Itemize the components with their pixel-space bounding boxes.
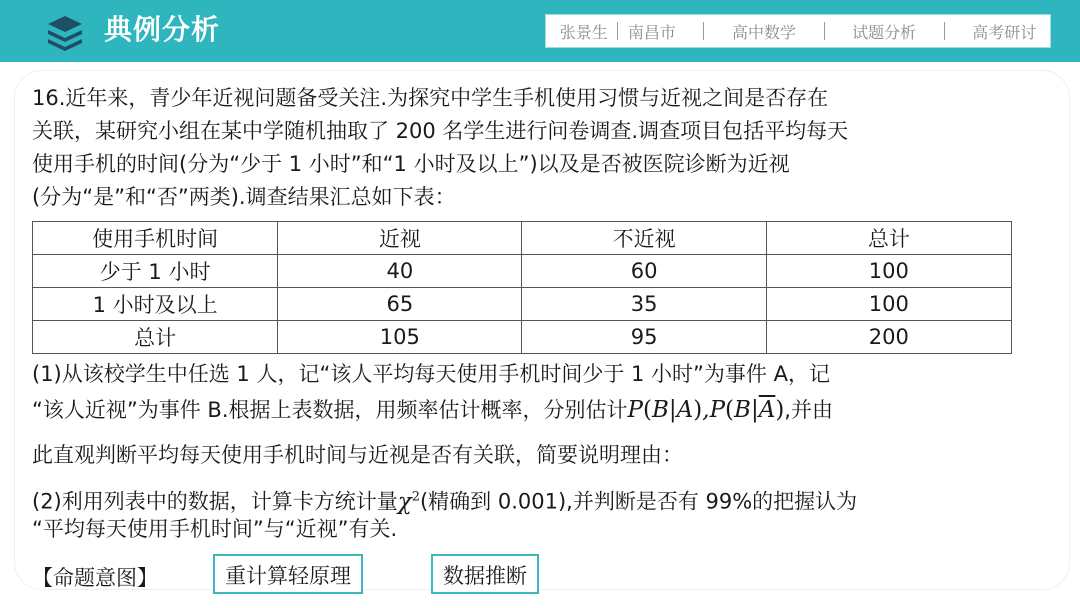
chi-exponent: 2 bbox=[411, 489, 420, 504]
table-cell: 总计 bbox=[33, 321, 278, 354]
table-header-cell: 不近视 bbox=[522, 222, 766, 255]
table-cell: 100 bbox=[766, 288, 1011, 321]
intent-label: 【命题意图】 bbox=[32, 566, 158, 590]
table-cell: 105 bbox=[278, 321, 522, 354]
nav-divider bbox=[617, 22, 618, 40]
header-bar bbox=[0, 0, 1080, 62]
table-row bbox=[33, 255, 1012, 288]
math-b: B bbox=[734, 397, 751, 423]
table-cell: 40 bbox=[278, 255, 522, 288]
table-cell: 65 bbox=[278, 288, 522, 321]
nav-city[interactable]: 南昌市 bbox=[627, 22, 676, 42]
math-b: B bbox=[651, 397, 669, 423]
math-paren: ) bbox=[693, 397, 703, 423]
intent-tag-inference[interactable]: 数据推断 bbox=[431, 554, 539, 594]
part1-line-2 bbox=[32, 394, 1042, 427]
table-header-row bbox=[33, 222, 1012, 255]
table-cell: 1 小时及以上 bbox=[33, 288, 278, 321]
math-a-complement: $\overline{A}$ bbox=[758, 397, 776, 423]
math-paren: ( bbox=[725, 397, 735, 423]
problem-line-4: (分为“是”和“否”两类).调查结果汇总如下表： bbox=[32, 185, 456, 209]
math-paren: ( bbox=[643, 397, 652, 423]
part1-line-3: 此直观判断平均每天使用手机时间与近视是否有关联，简要说明理由： bbox=[32, 443, 683, 467]
table-cell: 95 bbox=[522, 321, 766, 354]
part2-line-1-tail: (精确到 0.001),并判断是否有 99%的把握认为 bbox=[419, 489, 858, 514]
table-row bbox=[33, 288, 1012, 321]
nav-research[interactable]: 高考研讨 bbox=[972, 22, 1037, 42]
nav-divider bbox=[703, 22, 704, 40]
chi-square-symbol bbox=[398, 489, 420, 515]
top-nav bbox=[545, 14, 1051, 48]
math-p: P bbox=[627, 397, 643, 423]
math-bar: | bbox=[668, 397, 677, 423]
probability-expression-2 bbox=[710, 397, 785, 423]
intent-tag-calculation[interactable]: 重计算轻原理 bbox=[213, 554, 363, 594]
page-title: 典例分析 bbox=[104, 13, 221, 46]
table-cell: 60 bbox=[522, 255, 766, 288]
table-header-cell: 总计 bbox=[766, 222, 1011, 255]
problem-line-3: 使用手机的时间(分为“少于 1 小时”和“1 小时及以上”)以及是否被医院诊断为近视 bbox=[32, 152, 790, 176]
math-a: A bbox=[676, 397, 694, 423]
math-comma: , bbox=[702, 397, 710, 423]
survey-table bbox=[32, 221, 1012, 354]
chi-letter: χ bbox=[397, 488, 412, 515]
part2-line-2: “平均每天使用手机时间”与“近视”有关. bbox=[32, 517, 398, 541]
table-cell: 200 bbox=[766, 321, 1011, 354]
table-header-cell: 近视 bbox=[278, 222, 522, 255]
nav-divider bbox=[944, 22, 945, 40]
probability-expression-1 bbox=[628, 397, 703, 423]
nav-divider bbox=[824, 22, 825, 40]
table-cell: 35 bbox=[522, 288, 766, 321]
math-bar: | bbox=[750, 397, 759, 423]
part1-line-1: (1)从该校学生中任选 1 人，记“该人平均每天使用手机时间少于 1 小时”为事件 A，记 bbox=[32, 362, 830, 386]
problem-line-2: 关联，某研究小组在某中学随机抽取了 200 名学生进行问卷调查.调查项目包括平均每天 bbox=[32, 119, 849, 143]
table-cell: 100 bbox=[766, 255, 1011, 288]
nav-subject[interactable]: 高中数学 bbox=[731, 22, 796, 42]
stack-layers-icon bbox=[44, 12, 86, 54]
nav-analysis[interactable]: 试题分析 bbox=[852, 22, 917, 42]
part2-line-1-text: (2)利用列表中的数据，计算卡方统计量 bbox=[32, 489, 398, 514]
table-header-cell: 使用手机时间 bbox=[33, 222, 278, 255]
math-p: P bbox=[709, 397, 726, 423]
table-cell: 少于 1 小时 bbox=[33, 255, 278, 288]
problem-line-1: 16.近年来，青少年近视问题备受关注.为探究中学生手机使用习惯与近视之间是否存在 bbox=[32, 86, 829, 110]
nav-author[interactable]: 张景生 bbox=[559, 22, 608, 42]
math-paren: ) bbox=[775, 397, 785, 423]
part1-line-2-text: “该人近视”为事件 B.根据上表数据，用频率估计概率，分别估计 bbox=[32, 398, 628, 422]
table-row bbox=[33, 321, 1012, 354]
part1-line-2-tail: ,并由 bbox=[784, 398, 833, 422]
